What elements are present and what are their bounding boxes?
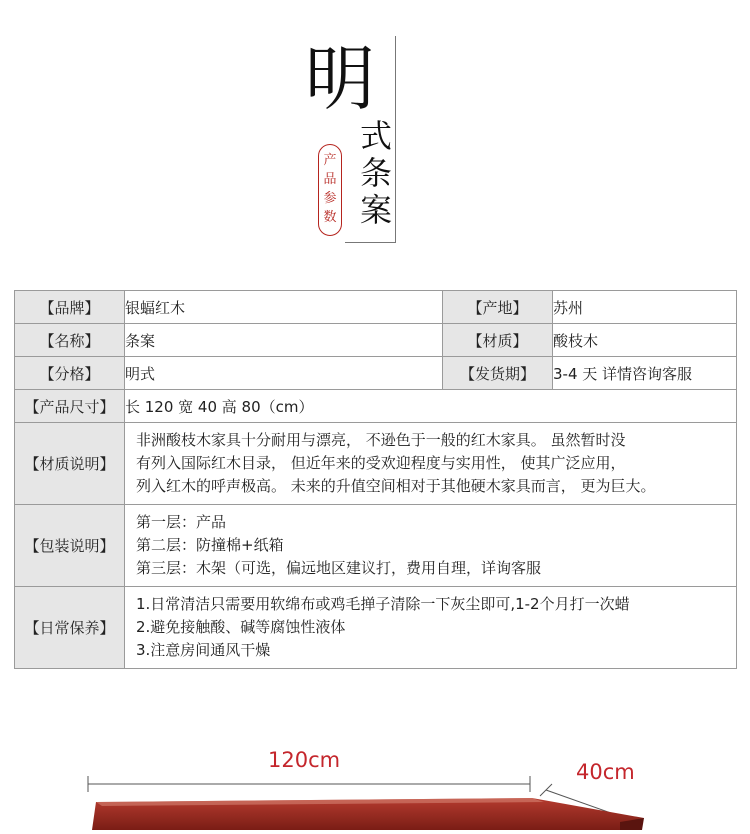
table-row (15, 423, 737, 505)
packing-label: 【包装说明】 (15, 505, 125, 587)
care-label: 【日常保养】 (15, 587, 125, 669)
brand-value: 银蝠红木 (125, 291, 443, 324)
delivery-value: 3-4 天 详情咨询客服 (553, 357, 737, 390)
product-dimension-illustration (0, 740, 750, 830)
title-sub-char: 案 (359, 191, 392, 229)
packing-line: 第二层：防撞棉+纸箱 (136, 536, 284, 554)
packing-line: 第三层：木架（可选，偏远地区建议打，费用自理，详询客服 (136, 559, 542, 577)
table-row (15, 357, 737, 390)
table-row (15, 324, 737, 357)
material-desc-label: 【材质说明】 (15, 423, 125, 505)
material-desc-line: 有列入国际红木目录， 但近年来的受欢迎程度与实用性， 使其广泛应用， (136, 454, 626, 472)
material-desc-value (125, 423, 737, 505)
product-params-seal (318, 144, 342, 236)
delivery-label: 【发货期】 (443, 357, 553, 390)
seal-char: 品 (323, 172, 337, 187)
packing-line: 第一层：产品 (136, 513, 227, 531)
table-row (15, 291, 737, 324)
brand-label: 【品牌】 (15, 291, 125, 324)
seal-char: 参 (323, 191, 337, 206)
table-row (15, 587, 737, 669)
style-label: 【分格】 (15, 357, 125, 390)
material-desc-line: 列入红木的呼声极高。 未来的升值空间相对于其他硬木家具而言， 更为巨大。 (136, 477, 656, 495)
size-value: 长 120 宽 40 高 80（cm） (125, 390, 737, 423)
care-line: 3.注意房间通风干燥 (136, 641, 271, 659)
seal-char: 产 (323, 153, 337, 168)
title-sub-char: 条 (359, 154, 392, 192)
depth-tick-top (540, 784, 552, 796)
table-row (15, 390, 737, 423)
title-sub-char: 式 (359, 117, 392, 155)
style-value: 明式 (125, 357, 443, 390)
seal-char: 数 (323, 210, 337, 225)
title-sub-characters (358, 118, 394, 229)
material-desc-line: 非洲酸枝木家具十分耐用与漂亮， 不逊色于一般的红木家具。 虽然暂时没 (136, 431, 626, 449)
title-main-character: 明 (305, 38, 375, 120)
depth-label: 40cm (576, 760, 635, 784)
product-params-table (14, 290, 737, 669)
size-label: 【产品尺寸】 (15, 390, 125, 423)
origin-label: 【产地】 (443, 291, 553, 324)
title-vertical-rule (395, 36, 396, 242)
length-label: 120cm (268, 748, 341, 772)
care-value (125, 587, 737, 669)
table-top-drawing (0, 740, 750, 830)
material-value: 酸枝木 (553, 324, 737, 357)
table-row (15, 505, 737, 587)
name-value: 条案 (125, 324, 443, 357)
care-line: 2.避免接触酸、碱等腐蚀性液体 (136, 618, 346, 636)
title-horizontal-rule (345, 242, 396, 243)
name-label: 【名称】 (15, 324, 125, 357)
material-label: 【材质】 (443, 324, 553, 357)
care-line: 1.日常清洁只需要用软绵布或鸡毛掸子清除一下灰尘即可,1-2个月打一次蜡 (136, 595, 630, 613)
packing-value (125, 505, 737, 587)
origin-value: 苏州 (553, 291, 737, 324)
